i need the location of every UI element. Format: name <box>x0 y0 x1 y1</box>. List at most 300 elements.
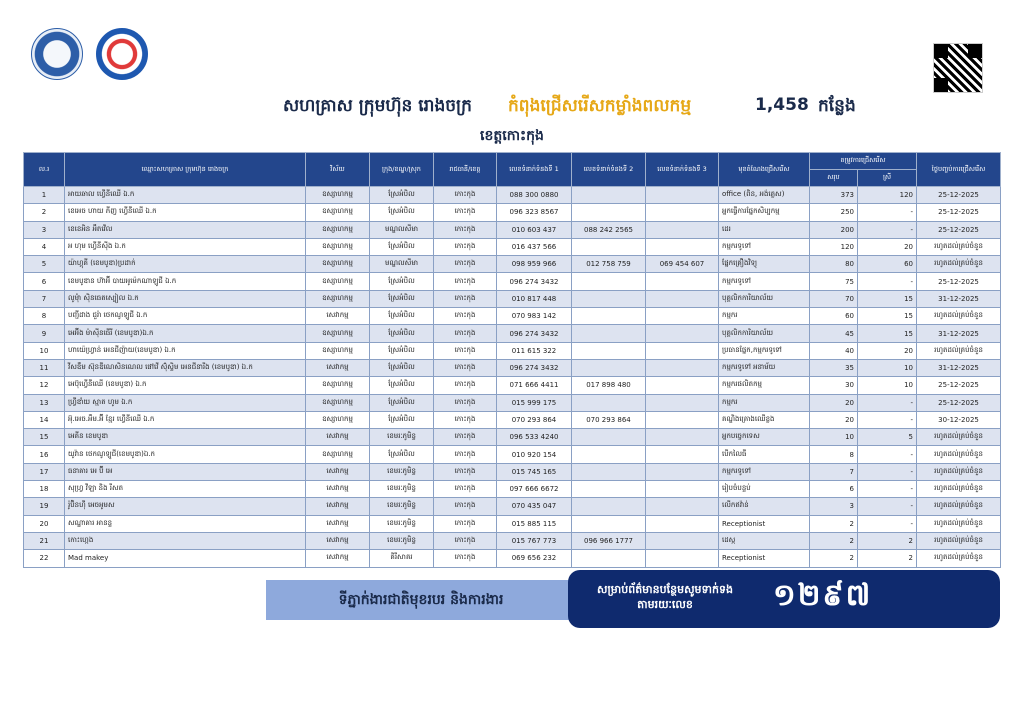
cell-phone-3 <box>646 359 719 376</box>
cell-deadline: រហូតដល់គ្រប់ចំនួន <box>917 256 1001 273</box>
cell-province: កោះកុង <box>434 187 497 204</box>
col-sector: វិស័យ <box>306 153 370 187</box>
cell-row-number: 5 <box>24 256 65 273</box>
cell-total-count: 3 <box>810 498 858 515</box>
cell-company-name: យូវ៉ាន ថេកណូឡូជី(ខេមបូឌា)ឯ.ក <box>65 446 306 463</box>
cell-phone-3 <box>646 411 719 428</box>
cell-row-number: 9 <box>24 325 65 342</box>
cell-deadline: រហូតដល់គ្រប់ចំនួន <box>917 481 1001 498</box>
cell-district: ខេមរៈភូមិន្ទ <box>370 463 434 480</box>
cell-phone-2 <box>572 342 646 359</box>
cell-female-count: 15 <box>858 308 917 325</box>
cell-deadline: 25-12-2025 <box>917 221 1001 238</box>
cell-phone-3 <box>646 463 719 480</box>
cell-company-name: Mad makey <box>65 550 306 567</box>
table-row <box>24 446 1001 463</box>
cell-company-name: ធនាគារ អេ ប៊ី អេ <box>65 463 306 480</box>
cell-district: ស្រែអំបិល <box>370 394 434 411</box>
cell-position: កម្មករ <box>719 308 810 325</box>
cell-deadline: 25-12-2025 <box>917 187 1001 204</box>
cell-position: រៀបចំបន្ទប់ <box>719 481 810 498</box>
cell-phone-3 <box>646 238 719 255</box>
cell-phone-2 <box>572 359 646 376</box>
cell-province: កោះកុង <box>434 463 497 480</box>
cell-deadline: 30-12-2025 <box>917 411 1001 428</box>
cell-total-count: 80 <box>810 256 858 273</box>
cell-company-name: យ៉ាហ្គុគី (ខេមបូឌា)ប្រដាក់ <box>65 256 306 273</box>
cell-total-count: 70 <box>810 290 858 307</box>
cell-sector: ឧស្សាហកម្ម <box>306 204 370 221</box>
cell-province: កោះកុង <box>434 411 497 428</box>
cell-total-count: 6 <box>810 481 858 498</box>
table-row <box>24 204 1001 221</box>
cell-phone-1: 015 885 115 <box>497 515 572 532</box>
cell-phone-2 <box>572 429 646 446</box>
cell-deadline: 31-12-2025 <box>917 325 1001 342</box>
cell-company-name: បញ្ជីដាង ជួរ៉ា ថេកណូឡូជី ឯ.ក <box>65 308 306 325</box>
cell-female-count: - <box>858 273 917 290</box>
cell-company-name: អាយឆាល ហ្វើនីឈើ ឯ.ក <box>65 187 306 204</box>
cell-phone-1: 088 300 0880 <box>497 187 572 204</box>
cell-row-number: 11 <box>24 359 65 376</box>
cell-district: ស្រែអំបិល <box>370 359 434 376</box>
cell-total-count: 2 <box>810 532 858 549</box>
cell-phone-1: 071 666 4411 <box>497 377 572 394</box>
cell-deadline: រហូតដល់គ្រប់ចំនួន <box>917 532 1001 549</box>
cell-phone-3 <box>646 221 719 238</box>
cell-female-count: - <box>858 463 917 480</box>
cell-company-name: អេគីន ខេមបូឌា <box>65 429 306 446</box>
cell-phone-1: 097 666 6672 <box>497 481 572 498</box>
cell-company-name: សុហ្វ្រ វីឡា និង រីសត <box>65 481 306 498</box>
cell-row-number: 2 <box>24 204 65 221</box>
cell-row-number: 22 <box>24 550 65 567</box>
cell-phone-1: 011 615 322 <box>497 342 572 359</box>
cell-row-number: 20 <box>24 515 65 532</box>
cell-position: កម្មករទូទៅ <box>719 238 810 255</box>
cell-phone-1: 010 817 448 <box>497 290 572 307</box>
col-phone3: លេខទំនាក់ទំនងទី 3 <box>646 153 719 187</box>
page-title <box>0 95 1024 119</box>
cell-position: បើកលៃធី <box>719 446 810 463</box>
cell-position: ដេរ <box>719 221 810 238</box>
cell-deadline: 25-12-2025 <box>917 394 1001 411</box>
cell-sector: ឧស្សាហកម្ម <box>306 325 370 342</box>
cell-female-count: 60 <box>858 256 917 273</box>
cell-position: កម្មករផលិតកម្ម <box>719 377 810 394</box>
cell-deadline: 25-12-2025 <box>917 204 1001 221</box>
cell-row-number: 12 <box>24 377 65 394</box>
table-row <box>24 532 1001 549</box>
cell-district: ស្រែអំបិល <box>370 273 434 290</box>
cell-deadline: រហូតដល់គ្រប់ចំនួន <box>917 238 1001 255</box>
cell-row-number: 16 <box>24 446 65 463</box>
cell-phone-2: 017 898 480 <box>572 377 646 394</box>
cell-deadline: រហូតដល់គ្រប់ចំនួន <box>917 308 1001 325</box>
cell-phone-3 <box>646 204 719 221</box>
cell-row-number: 1 <box>24 187 65 204</box>
table-row <box>24 359 1001 376</box>
cell-sector: ឧស្សាហកម្ម <box>306 446 370 463</box>
cell-company-name: សណ្ឋាគារ អានន្ទ <box>65 515 306 532</box>
cell-position: office (ពិន, អង់គ្លេស) <box>719 187 810 204</box>
cell-company-name: រ៉ូប៊ិនហ៊ី អេចអូមស <box>65 498 306 515</box>
cell-phone-3 <box>646 481 719 498</box>
cell-phone-2 <box>572 515 646 532</box>
cell-phone-1: 096 274 3432 <box>497 325 572 342</box>
cell-phone-3 <box>646 550 719 567</box>
hotline-number[interactable]: ១២៩៧ <box>773 578 873 613</box>
cell-position: Receptionist <box>719 550 810 567</box>
cell-province: កោះកុង <box>434 290 497 307</box>
cell-province: កោះកុង <box>434 342 497 359</box>
cell-phone-1: 098 959 966 <box>497 256 572 273</box>
cell-total-count: 2 <box>810 515 858 532</box>
cell-company-name: វីសឌឹម ស៊ុនឌីណេសិនណេល ផៅវើ ស៊ុំស្ទិម អេនជីនារីង (ខេមបូឌា) ឯ.ក <box>65 359 306 376</box>
cell-sector: សេវាកម្ម <box>306 308 370 325</box>
cell-female-count: - <box>858 204 917 221</box>
cell-company-name: អេប៊ុហ្វើនីឈើ (ខេមបូឌា) ឯ.ក <box>65 377 306 394</box>
cell-phone-1: 096 274 3432 <box>497 359 572 376</box>
cell-phone-3 <box>646 308 719 325</box>
cell-sector: ឧស្សាហកម្ម <box>306 256 370 273</box>
cell-district: ស្រែអំបិល <box>370 377 434 394</box>
cell-total-count: 373 <box>810 187 858 204</box>
nea-logo <box>96 28 148 80</box>
cell-total-count: 10 <box>810 429 858 446</box>
table-row <box>24 515 1001 532</box>
cell-phone-1: 010 603 437 <box>497 221 572 238</box>
table-row <box>24 429 1001 446</box>
col-no: ល.រ <box>24 153 65 187</box>
table-row <box>24 463 1001 480</box>
cell-female-count: - <box>858 515 917 532</box>
col-province: រាជធានី/ខេត្ត <box>434 153 497 187</box>
cell-company-name: អ៊ុ.អេច.អឹម.អ៊ី ខ្មែរ ហ្វើនីឈើ ឯ.ក <box>65 411 306 428</box>
cell-female-count: 10 <box>858 359 917 376</box>
cell-female-count: 120 <box>858 187 917 204</box>
cell-province: កោះកុង <box>434 273 497 290</box>
cell-phone-3 <box>646 187 719 204</box>
cell-total-count: 45 <box>810 325 858 342</box>
table-row <box>24 411 1001 428</box>
cell-total-count: 250 <box>810 204 858 221</box>
cell-company-name: ខេមបូឌាន ហ៊ាអ៊ី បាយអូម៉េកណាឡូជី ឯ.ក <box>65 273 306 290</box>
qr-code[interactable] <box>933 43 983 93</box>
cell-company-name: ហាយ៉េហ្រ្វាន់ អេនជីញ៉ាយ(ខេមបូឌា) ឯ.ក <box>65 342 306 359</box>
title-hiring: កំពុងជ្រើសរើសកម្លាំងពលកម្ម <box>508 96 692 116</box>
cell-phone-2 <box>572 498 646 515</box>
cell-phone-3 <box>646 446 719 463</box>
cell-female-count: 15 <box>858 325 917 342</box>
cell-phone-3 <box>646 394 719 411</box>
cell-province: កោះកុង <box>434 532 497 549</box>
cell-district: មណ្ឌលសីមា <box>370 221 434 238</box>
hotline-box <box>568 570 1000 628</box>
cell-total-count: 120 <box>810 238 858 255</box>
cell-sector: សេវាកម្ម <box>306 515 370 532</box>
cell-province: កោះកុង <box>434 325 497 342</box>
cell-phone-2 <box>572 481 646 498</box>
col-name: ឈ្មោះសហគ្រាស ក្រុមហ៊ុន រោងចក្រ <box>65 153 306 187</box>
col-total: សរុប <box>810 170 858 187</box>
cell-phone-2: 096 966 1777 <box>572 532 646 549</box>
cell-position: កម្មករ <box>719 394 810 411</box>
cell-phone-1: 096 533 4240 <box>497 429 572 446</box>
cell-district: ស្រែអំបិល <box>370 342 434 359</box>
cell-deadline: រហូតដល់គ្រប់ចំនួន <box>917 429 1001 446</box>
cell-position: ដេស្ក <box>719 532 810 549</box>
cell-sector: សេវាកម្ម <box>306 550 370 567</box>
cell-sector: ឧស្សាហកម្ម <box>306 273 370 290</box>
cell-province: កោះកុង <box>434 204 497 221</box>
cell-phone-2 <box>572 394 646 411</box>
cell-phone-1: 015 745 165 <box>497 463 572 480</box>
cell-phone-2: 088 242 2565 <box>572 221 646 238</box>
cell-position: កម្មករទូទៅ <box>719 273 810 290</box>
cell-row-number: 4 <box>24 238 65 255</box>
cell-province: កោះកុង <box>434 377 497 394</box>
cell-phone-1: 010 920 154 <box>497 446 572 463</box>
cell-row-number: 15 <box>24 429 65 446</box>
cell-phone-3 <box>646 429 719 446</box>
cell-phone-2 <box>572 290 646 307</box>
cell-district: ស្រែអំបិល <box>370 325 434 342</box>
table-row <box>24 238 1001 255</box>
table-row <box>24 256 1001 273</box>
cell-sector: សេវាកម្ម <box>306 498 370 515</box>
cell-province: កោះកុង <box>434 238 497 255</box>
cell-deadline: រហូតដល់គ្រប់ចំនួន <box>917 515 1001 532</box>
cell-row-number: 14 <box>24 411 65 428</box>
cell-phone-2 <box>572 446 646 463</box>
cell-position: អ្នកធ្វើការផ្នែកសិប្បកម្ម <box>719 204 810 221</box>
cell-total-count: 20 <box>810 411 858 428</box>
table-row <box>24 377 1001 394</box>
cell-sector: ឧស្សាហកម្ម <box>306 394 370 411</box>
cell-sector: សេវាកម្ម <box>306 359 370 376</box>
cell-phone-3 <box>646 325 719 342</box>
cell-total-count: 8 <box>810 446 858 463</box>
cell-row-number: 18 <box>24 481 65 498</box>
cell-company-name: កោះហ្កេង <box>65 532 306 549</box>
cell-total-count: 20 <box>810 394 858 411</box>
cell-company-name: អេអ៊ីង ម៉ាស៊ីនធើរី (ខេមបូឌា)ឯ.ក <box>65 325 306 342</box>
cell-phone-2 <box>572 463 646 480</box>
cell-total-count: 30 <box>810 377 858 394</box>
cell-sector: ឧស្សាហកម្ម <box>306 377 370 394</box>
cell-phone-1: 069 656 232 <box>497 550 572 567</box>
cell-deadline: 25-12-2025 <box>917 377 1001 394</box>
cell-row-number: 21 <box>24 532 65 549</box>
cell-phone-1: 016 437 566 <box>497 238 572 255</box>
cell-deadline: រហូតដល់គ្រប់ចំនួន <box>917 446 1001 463</box>
cell-province: កោះកុង <box>434 394 497 411</box>
cell-company-name: ហ្វ្រីឌាំយ ស្មាត ហូម ឯ.ក <box>65 394 306 411</box>
cell-phone-2 <box>572 273 646 290</box>
cell-sector: ឧស្សាហកម្ម <box>306 187 370 204</box>
table-row <box>24 550 1001 567</box>
cell-deadline: រហូតដល់គ្រប់ចំនួន <box>917 550 1001 567</box>
table-row <box>24 187 1001 204</box>
cell-female-count: 20 <box>858 342 917 359</box>
cell-phone-2 <box>572 325 646 342</box>
cell-row-number: 17 <box>24 463 65 480</box>
cell-deadline: 25-12-2025 <box>917 273 1001 290</box>
cell-phone-2: 070 293 864 <box>572 411 646 428</box>
cell-district: ស្រែអំបិល <box>370 446 434 463</box>
col-phone1: លេខទំនាក់ទំនងទី 1 <box>497 153 572 187</box>
cell-row-number: 13 <box>24 394 65 411</box>
cell-female-count: 15 <box>858 290 917 307</box>
cell-total-count: 200 <box>810 221 858 238</box>
ministry-logo <box>31 28 83 80</box>
cell-province: កោះកុង <box>434 550 497 567</box>
agency-banner: ទីភ្នាក់ងារជាតិមុខរបរ និងការងារ <box>266 580 576 620</box>
cell-female-count: - <box>858 481 917 498</box>
cell-total-count: 35 <box>810 359 858 376</box>
cell-province: កោះកុង <box>434 515 497 532</box>
cell-sector: សេវាកម្ម <box>306 429 370 446</box>
cell-district: ស្រែអំបិល <box>370 204 434 221</box>
col-phone2: លេខទំនាក់ទំនងទី 2 <box>572 153 646 187</box>
cell-phone-3 <box>646 498 719 515</box>
cell-sector: ឧស្សាហកម្ម <box>306 342 370 359</box>
cell-total-count: 2 <box>810 550 858 567</box>
cell-total-count: 7 <box>810 463 858 480</box>
cell-female-count: - <box>858 446 917 463</box>
title-position-count: 1,458 <box>755 95 809 115</box>
cell-row-number: 10 <box>24 342 65 359</box>
cell-district: ខេមរៈភូមិន្ទ <box>370 532 434 549</box>
cell-female-count: - <box>858 411 917 428</box>
cell-sector: ឧស្សាហកម្ម <box>306 221 370 238</box>
province-heading: ខេត្តកោះកុង <box>480 128 544 144</box>
cell-province: កោះកុង <box>434 359 497 376</box>
cell-deadline: 31-12-2025 <box>917 359 1001 376</box>
cell-total-count: 75 <box>810 273 858 290</box>
cell-position: លើកឥវ៉ាន់ <box>719 498 810 515</box>
cell-phone-1: 015 999 175 <box>497 394 572 411</box>
cell-female-count: 5 <box>858 429 917 446</box>
table-row <box>24 308 1001 325</box>
cell-district: ស្រែអំបិល <box>370 187 434 204</box>
cell-phone-3 <box>646 515 719 532</box>
cell-company-name: លូមុំា ស៊ិនធេតស្បៀល ឯ.ក <box>65 290 306 307</box>
cell-district: ខេមរៈភូមិន្ទ <box>370 429 434 446</box>
cell-district: ស្រែអំបិល <box>370 238 434 255</box>
cell-row-number: 6 <box>24 273 65 290</box>
cell-deadline: រហូតដល់គ្រប់ចំនួន <box>917 498 1001 515</box>
cell-position: Receptionist <box>719 515 810 532</box>
cell-female-count: 20 <box>858 238 917 255</box>
title-unit: កន្លែង <box>818 96 856 116</box>
cell-position: គណ្ឌិងគ្រោងឈើខ្លង <box>719 411 810 428</box>
cell-female-count: 2 <box>858 532 917 549</box>
cell-district: មណ្ឌលសីមា <box>370 256 434 273</box>
cell-phone-3: 069 454 607 <box>646 256 719 273</box>
cell-deadline: រហូតដល់គ្រប់ចំនួន <box>917 342 1001 359</box>
cell-phone-2 <box>572 187 646 204</box>
cell-district: គិរីសាគរ <box>370 550 434 567</box>
cell-phone-1: 096 323 8567 <box>497 204 572 221</box>
cell-female-count: 2 <box>858 550 917 567</box>
cell-province: កោះកុង <box>434 498 497 515</box>
cell-position: កម្មករទូទៅ <box>719 463 810 480</box>
cell-phone-3 <box>646 342 719 359</box>
cell-phone-2 <box>572 308 646 325</box>
cell-position: បុគ្គលិកការិយាល័យ <box>719 290 810 307</box>
cell-company-name: អ ហុម ហ្វើនីស៊ីង ឯ.ក <box>65 238 306 255</box>
cell-female-count: - <box>858 498 917 515</box>
cell-district: ខេមរៈភូមិន្ទ <box>370 515 434 532</box>
cell-row-number: 19 <box>24 498 65 515</box>
cell-row-number: 8 <box>24 308 65 325</box>
table-row <box>24 325 1001 342</box>
cell-district: ស្រែអំបិល <box>370 290 434 307</box>
cell-phone-2: 012 758 759 <box>572 256 646 273</box>
cell-district: ខេមរៈភូមិន្ទ <box>370 481 434 498</box>
table-row <box>24 342 1001 359</box>
cell-province: កោះកុង <box>434 308 497 325</box>
table-row <box>24 481 1001 498</box>
cell-phone-1: 015 767 773 <box>497 532 572 549</box>
cell-position: កម្មករទូទៅ អនាម័យ <box>719 359 810 376</box>
cell-row-number: 3 <box>24 221 65 238</box>
col-district: ក្រុង/ខណ្ឌ/ស្រុក <box>370 153 434 187</box>
cell-province: កោះកុង <box>434 446 497 463</box>
cell-phone-1: 070 983 142 <box>497 308 572 325</box>
col-female: ស្រី <box>858 170 917 187</box>
table-row <box>24 221 1001 238</box>
cell-district: ស្រែអំបិល <box>370 308 434 325</box>
cell-phone-2 <box>572 204 646 221</box>
table-row <box>24 290 1001 307</box>
cell-province: កោះកុង <box>434 221 497 238</box>
cell-sector: សេវាកម្ម <box>306 463 370 480</box>
table-row <box>24 498 1001 515</box>
cell-deadline: រហូតដល់គ្រប់ចំនួន <box>917 463 1001 480</box>
table-row <box>24 394 1001 411</box>
cell-district: ស្រែអំបិល <box>370 411 434 428</box>
cell-phone-3 <box>646 290 719 307</box>
cell-phone-2 <box>572 550 646 567</box>
cell-sector: ឧស្សាហកម្ម <box>306 238 370 255</box>
cell-phone-2 <box>572 238 646 255</box>
cell-female-count: - <box>858 221 917 238</box>
cell-phone-1: 070 435 047 <box>497 498 572 515</box>
cell-phone-3 <box>646 532 719 549</box>
cell-phone-1: 096 274 3432 <box>497 273 572 290</box>
col-need: តម្រូវការជ្រើសរើស <box>810 153 917 170</box>
cell-total-count: 40 <box>810 342 858 359</box>
hotline-info: សម្រាប់ព័ត៌មានបន្ថែមសូមទាក់ទងតាមរយៈលេខ <box>597 583 733 611</box>
table-row <box>24 273 1001 290</box>
cell-phone-3 <box>646 377 719 394</box>
cell-phone-3 <box>646 273 719 290</box>
job-table <box>23 152 1001 568</box>
cell-sector: សេវាកម្ម <box>306 481 370 498</box>
cell-phone-1: 070 293 864 <box>497 411 572 428</box>
cell-company-name: ខេអេច ហាយ ភីញ ហ្វើនីឈើ ឯ.ក <box>65 204 306 221</box>
cell-position: ប្រធានផ្នែក,កម្មករទូទៅ <box>719 342 810 359</box>
cell-female-count: 10 <box>858 377 917 394</box>
col-deadline: ថ្ងៃបញ្ចប់ការជ្រើសរើស <box>917 153 1001 187</box>
cell-deadline: 31-12-2025 <box>917 290 1001 307</box>
cell-company-name: ខេខេអិន អឹតវើល <box>65 221 306 238</box>
cell-female-count: - <box>858 394 917 411</box>
cell-row-number: 7 <box>24 290 65 307</box>
